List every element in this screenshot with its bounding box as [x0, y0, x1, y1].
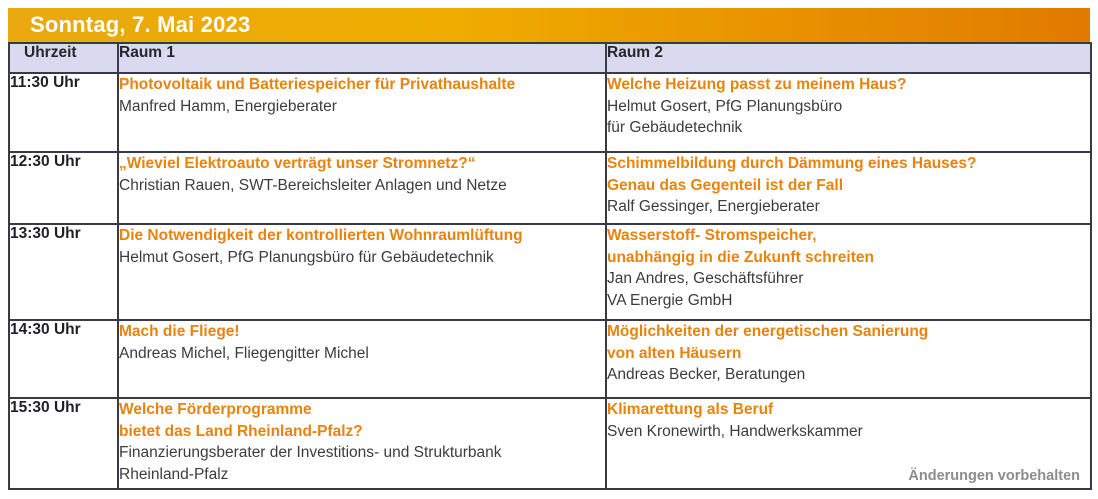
time-cell: 14:30 Uhr: [9, 320, 118, 398]
session-speaker: [607, 421, 1090, 443]
session-cell-room2: [606, 152, 1091, 224]
session-title-line: Welche Heizung passt zu meinem Haus?: [607, 76, 907, 93]
time-cell: 13:30 Uhr: [9, 224, 118, 320]
session-speaker-line: VA Energie GmbH: [607, 291, 733, 309]
session-speaker-line: Christian Rauen, SWT-Bereichsleiter Anlagen und Netze: [119, 176, 507, 194]
session-title: [607, 399, 1090, 421]
session-speaker-line: Andreas Becker, Beratungen: [607, 366, 806, 383]
session-title-line: Mach die Fliege!: [119, 323, 240, 340]
schedule-table-wrapper: [8, 8, 1090, 490]
session-title-line: Genau das Gegenteil ist der Fall: [607, 176, 844, 194]
table-row: [9, 73, 1091, 152]
session-title-line: Wasserstoff- Stromspeicher,: [607, 227, 817, 244]
session-cell-room1: [118, 73, 606, 152]
table-row: [9, 320, 1091, 398]
column-header-row: [9, 43, 1091, 73]
table-row: [9, 224, 1091, 320]
date-title-bar: Sonntag, 7. Mai 2023: [8, 8, 1090, 42]
session-speaker: [607, 196, 1090, 218]
session-title: [607, 225, 1090, 268]
session-cell-room1: [118, 224, 606, 320]
column-header-room2: Raum 2: [606, 43, 1091, 73]
changes-reserved-note: Änderungen vorbehalten: [908, 468, 1080, 484]
session-speaker: [607, 364, 1090, 386]
session-title-line: Photovoltaik und Batteriespeicher für Privathaushalte: [119, 76, 516, 93]
session-speaker-line: Rheinland-Pfalz: [119, 465, 229, 483]
session-title-line: bietet das Land Rheinland-Pfalz?: [119, 422, 363, 440]
session-title: [607, 321, 1090, 364]
session-title: [119, 225, 605, 247]
session-speaker: [119, 175, 605, 197]
column-header-time: Uhrzeit: [9, 43, 118, 73]
session-cell-room2: [606, 320, 1091, 398]
session-title-line: Klimarettung als Beruf: [607, 401, 774, 418]
session-title: [607, 74, 1090, 96]
session-title-line: unabhängig in die Zukunft schreiten: [607, 248, 874, 266]
session-title: [119, 399, 605, 442]
session-cell-room2: [606, 73, 1091, 152]
session-speaker-line: Ralf Gessinger, Energieberater: [607, 198, 820, 215]
session-speaker: [607, 268, 1090, 311]
session-speaker-line: Helmut Gosert, PfG Planungsbüro für Gebäudetechnik: [119, 248, 494, 266]
session-title-line: Möglichkeiten der energetischen Sanierung: [607, 323, 929, 340]
session-title-line: „Wieviel Elektroauto verträgt unser Stromnetz?“: [119, 155, 476, 172]
session-cell-room1: [118, 320, 606, 398]
session-cell-room2: [606, 224, 1091, 320]
time-cell: 15:30 Uhr: [9, 398, 118, 489]
time-cell: 11:30 Uhr: [9, 73, 118, 152]
session-title-line: Die Notwendigkeit der kontrollierten Wohnraumlüftung: [119, 227, 523, 244]
session-title: [607, 153, 1090, 196]
schedule-table: [8, 42, 1092, 490]
session-title-line: Welche Förderprogramme: [119, 401, 312, 418]
time-cell: 12:30 Uhr: [9, 152, 118, 224]
session-title-line: Schimmelbildung durch Dämmung eines Hauses?: [607, 155, 977, 172]
session-title: [119, 321, 605, 343]
session-speaker: [607, 96, 1090, 139]
column-header-room1: Raum 1: [118, 43, 606, 73]
session-title: [119, 74, 605, 96]
session-speaker-line: für Gebäudetechnik: [607, 119, 743, 136]
session-speaker-line: Manfred Hamm, Energieberater: [119, 97, 337, 115]
session-cell-room1: [118, 398, 606, 489]
session-title-line: von alten Häusern: [607, 344, 742, 362]
session-speaker: [119, 96, 605, 118]
session-speaker: [119, 343, 605, 365]
table-row: [9, 152, 1091, 224]
session-speaker-line: Jan Andres, Geschäftsführer: [607, 270, 804, 287]
session-speaker-line: Finanzierungsberater der Investitions- und Strukturbank: [119, 444, 502, 461]
session-speaker: [119, 247, 605, 269]
session-speaker-line: Andreas Michel, Fliegengitter Michel: [119, 344, 369, 362]
session-speaker-line: Helmut Gosert, PfG Planungsbüro: [607, 97, 843, 115]
session-speaker-line: Sven Kronewirth, Handwerkskammer: [607, 422, 863, 440]
session-cell-room1: [118, 152, 606, 224]
session-title: [119, 153, 605, 175]
session-speaker: [119, 442, 605, 485]
